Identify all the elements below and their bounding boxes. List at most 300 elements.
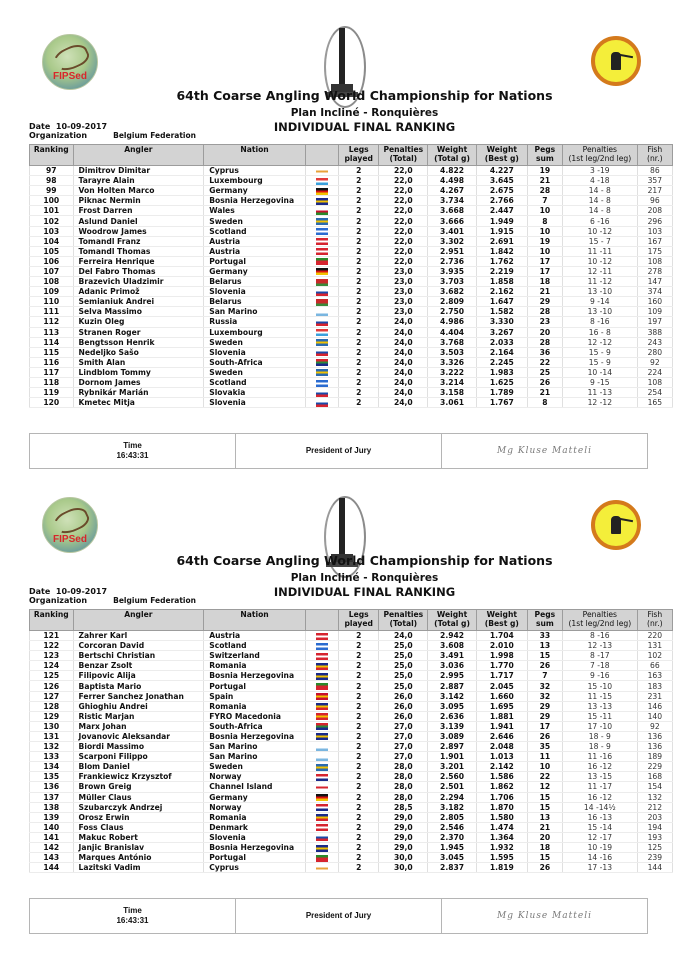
cell-nation: Spain — [204, 691, 306, 701]
cell-penalties-legs: 11 -17 — [562, 782, 637, 792]
cell-pegs-sum: 11 — [527, 752, 562, 762]
cell-angler: Blom Daniel — [73, 762, 204, 772]
cell-penalties-legs: 18 - 9 — [562, 742, 637, 752]
cell-flag — [305, 266, 338, 276]
cell-penalties-total: 22,0 — [379, 236, 428, 246]
cell-weight-total: 2.546 — [428, 822, 477, 832]
cell-penalties-total: 25,0 — [379, 671, 428, 681]
cell-nation: Slovenia — [204, 832, 306, 842]
cell-flag — [305, 752, 338, 762]
col-ranking: Ranking — [30, 610, 74, 631]
cell-nation: Austria — [204, 246, 306, 256]
cell-weight-best: 2.162 — [476, 287, 527, 297]
cell-angler: Ghioghiu Andrei — [73, 701, 204, 711]
table-row — [30, 246, 673, 256]
cell-weight-total: 2.809 — [428, 297, 477, 307]
table-header-row — [30, 145, 673, 166]
table-row — [30, 176, 673, 186]
cell-angler: Müller Claus — [73, 792, 204, 802]
cell-penalties-legs: 14 -14½ — [562, 802, 637, 812]
cell-weight-best: 1.704 — [476, 631, 527, 641]
cell-flag — [305, 711, 338, 721]
cell-flag — [305, 671, 338, 681]
cell-penalties-legs: 10 -12 — [562, 226, 637, 236]
cell-flag — [305, 651, 338, 661]
table-row — [30, 398, 673, 408]
cell-angler: Woodrow James — [73, 226, 204, 236]
cell-fish: 203 — [637, 812, 672, 822]
cell-weight-best: 2.219 — [476, 266, 527, 276]
cell-legs-played: 2 — [339, 812, 379, 822]
col-weight-best: Weight (Best g) — [476, 145, 527, 166]
flag-icon — [316, 309, 328, 316]
cell-penalties-total: 27,0 — [379, 752, 428, 762]
cell-weight-best: 1.767 — [476, 398, 527, 408]
col-angler: Angler — [73, 610, 204, 631]
col-weight-total: Weight (Total g) — [428, 610, 477, 631]
cell-pegs-sum: 17 — [527, 721, 562, 731]
cell-weight-total: 3.222 — [428, 367, 477, 377]
cell-flag — [305, 347, 338, 357]
cell-penalties-total: 22,0 — [379, 256, 428, 266]
cell-legs-played: 2 — [339, 651, 379, 661]
cell-penalties-total: 30,0 — [379, 863, 428, 873]
cell-fish: 102 — [637, 651, 672, 661]
cell-penalties-total: 28,0 — [379, 772, 428, 782]
cell-weight-best: 1.998 — [476, 651, 527, 661]
cell-legs-played: 2 — [339, 266, 379, 276]
cell-legs-played: 2 — [339, 377, 379, 387]
cell-weight-best: 1.595 — [476, 853, 527, 863]
table-row — [30, 762, 673, 772]
cell-fish: 163 — [637, 671, 672, 681]
cell-pegs-sum: 28 — [527, 307, 562, 317]
col-flag — [305, 145, 338, 166]
cell-ranking: 110 — [30, 297, 74, 307]
signature-cell — [442, 434, 647, 468]
cell-ranking: 124 — [30, 661, 74, 671]
cell-weight-total: 3.095 — [428, 701, 477, 711]
cell-penalties-total: 22,0 — [379, 176, 428, 186]
cell-legs-played: 2 — [339, 641, 379, 651]
flag-icon — [316, 754, 328, 761]
cell-weight-best: 1.695 — [476, 701, 527, 711]
cell-legs-played: 2 — [339, 256, 379, 266]
cell-nation: Sweden — [204, 762, 306, 772]
flag-icon — [316, 369, 328, 376]
cell-weight-total: 3.734 — [428, 196, 477, 206]
cell-ranking: 99 — [30, 186, 74, 196]
flag-icon — [316, 703, 328, 710]
cell-ranking: 107 — [30, 266, 74, 276]
cell-penalties-total: 27,0 — [379, 731, 428, 741]
cell-nation: Austria — [204, 236, 306, 246]
cell-nation: Denmark — [204, 822, 306, 832]
cell-penalties-total: 29,0 — [379, 812, 428, 822]
cell-legs-played: 2 — [339, 762, 379, 772]
cell-penalties-total: 27,0 — [379, 721, 428, 731]
table-row — [30, 367, 673, 377]
cell-penalties-total: 30,0 — [379, 853, 428, 863]
cell-nation: Germany — [204, 266, 306, 276]
cell-flag — [305, 792, 338, 802]
cell-penalties-total: 25,0 — [379, 661, 428, 671]
cell-penalties-total: 28,0 — [379, 762, 428, 772]
ranking-title: INDIVIDUAL FINAL RANKING — [273, 120, 456, 134]
flag-icon — [316, 673, 328, 680]
cell-weight-best: 2.045 — [476, 681, 527, 691]
table-row — [30, 671, 673, 681]
cell-weight-best: 1.915 — [476, 226, 527, 236]
flag-icon — [316, 279, 328, 286]
cell-penalties-total: 29,0 — [379, 842, 428, 852]
cell-angler: Brazevich Uladzimir — [73, 277, 204, 287]
cell-weight-total: 3.158 — [428, 388, 477, 398]
cell-weight-total: 2.897 — [428, 742, 477, 752]
cell-flag — [305, 832, 338, 842]
cell-angler: Lindblom Tommy — [73, 367, 204, 377]
cell-ranking: 118 — [30, 377, 74, 387]
cell-nation: South-Africa — [204, 357, 306, 367]
document-meta — [29, 122, 196, 140]
cell-weight-total: 2.370 — [428, 832, 477, 842]
cell-penalties-total: 24,0 — [379, 377, 428, 387]
cell-legs-played: 2 — [339, 802, 379, 812]
cell-legs-played: 2 — [339, 752, 379, 762]
venue-title: Plan Incliné - Ronquières — [290, 572, 439, 584]
cell-penalties-legs: 12 -13 — [562, 641, 637, 651]
cell-penalties-total: 25,0 — [379, 651, 428, 661]
cell-fish: 109 — [637, 307, 672, 317]
cell-legs-played: 2 — [339, 398, 379, 408]
table-row — [30, 377, 673, 387]
cell-fish: 388 — [637, 327, 672, 337]
cell-nation: Wales — [204, 206, 306, 216]
cell-fish: 136 — [637, 742, 672, 752]
cell-flag — [305, 731, 338, 741]
cell-legs-played: 2 — [339, 166, 379, 176]
cell-nation: Luxembourg — [204, 327, 306, 337]
cell-fish: 144 — [637, 863, 672, 873]
cell-nation: Scotland — [204, 226, 306, 236]
cell-nation: Belarus — [204, 297, 306, 307]
cell-fish: 154 — [637, 782, 672, 792]
cell-ranking: 126 — [30, 681, 74, 691]
cell-angler: Frankiewicz Krzysztof — [73, 772, 204, 782]
cell-weight-best: 1.580 — [476, 812, 527, 822]
championship-title: 64th Coarse Angling World Championship for Nations — [176, 553, 553, 568]
cell-weight-total: 4.404 — [428, 327, 477, 337]
cell-nation: Slovakia — [204, 388, 306, 398]
cell-weight-best: 4.227 — [476, 166, 527, 176]
col-fish: Fish (nr.) — [637, 145, 672, 166]
cell-penalties-total: 25,0 — [379, 681, 428, 691]
table-row — [30, 327, 673, 337]
cell-pegs-sum: 29 — [527, 297, 562, 307]
cell-nation: Cyprus — [204, 166, 306, 176]
flag-icon — [316, 683, 328, 690]
table-row — [30, 651, 673, 661]
cell-angler: Marx Johan — [73, 721, 204, 731]
cell-penalties-total: 28,5 — [379, 802, 428, 812]
cell-weight-total: 3.036 — [428, 661, 477, 671]
cell-ranking: 102 — [30, 216, 74, 226]
cell-angler: Nedeljko Sašo — [73, 347, 204, 357]
cell-legs-played: 2 — [339, 176, 379, 186]
flag-icon — [316, 723, 328, 730]
cell-fish: 296 — [637, 216, 672, 226]
cell-legs-played: 2 — [339, 206, 379, 216]
cell-nation: Austria — [204, 631, 306, 641]
cell-fish: 132 — [637, 792, 672, 802]
cell-angler: Frost Darren — [73, 206, 204, 216]
cell-legs-played: 2 — [339, 196, 379, 206]
cell-flag — [305, 802, 338, 812]
cell-fish: 86 — [637, 166, 672, 176]
cell-penalties-legs: 10 -12 — [562, 256, 637, 266]
cell-weight-best: 1.013 — [476, 752, 527, 762]
cell-weight-total: 3.608 — [428, 641, 477, 651]
table-row — [30, 256, 673, 266]
cell-flag — [305, 782, 338, 792]
cell-weight-best: 1.881 — [476, 711, 527, 721]
cell-penalties-legs: 13 -10 — [562, 307, 637, 317]
table-row — [30, 832, 673, 842]
cell-nation: Romania — [204, 812, 306, 822]
cell-weight-total: 2.837 — [428, 863, 477, 873]
col-flag — [305, 610, 338, 631]
cell-flag — [305, 277, 338, 287]
cell-weight-best: 3.645 — [476, 176, 527, 186]
cell-nation: Norway — [204, 772, 306, 782]
flag-icon — [316, 329, 328, 336]
cell-legs-played: 2 — [339, 307, 379, 317]
cell-penalties-legs: 13 -13 — [562, 701, 637, 711]
cell-pegs-sum: 32 — [527, 691, 562, 701]
cell-weight-total: 3.666 — [428, 216, 477, 226]
cell-ranking: 133 — [30, 752, 74, 762]
cell-weight-best: 1.660 — [476, 691, 527, 701]
cell-penalties-total: 23,0 — [379, 307, 428, 317]
col-weight-total: Weight (Total g) — [428, 145, 477, 166]
cell-angler: Aslund Daniel — [73, 216, 204, 226]
cell-weight-total: 3.201 — [428, 762, 477, 772]
cell-nation: Bosnia Herzegovina — [204, 731, 306, 741]
organization-value: Belgium Federation — [113, 131, 196, 140]
organization-label: Organization — [29, 596, 88, 605]
cell-fish: 189 — [637, 752, 672, 762]
flag-icon — [316, 268, 328, 275]
cell-nation: Belarus — [204, 277, 306, 287]
cell-penalties-total: 23,0 — [379, 277, 428, 287]
cell-penalties-legs: 9 -14 — [562, 297, 637, 307]
flag-icon — [316, 258, 328, 265]
cell-pegs-sum: 26 — [527, 863, 562, 873]
time-cell: Time 16:43:31 — [30, 899, 236, 933]
cell-weight-total: 2.995 — [428, 671, 477, 681]
cell-penalties-legs: 8 -16 — [562, 631, 637, 641]
cell-weight-best: 2.010 — [476, 641, 527, 651]
cell-fish: 136 — [637, 731, 672, 741]
cell-weight-best: 1.474 — [476, 822, 527, 832]
cell-legs-played: 2 — [339, 842, 379, 852]
cell-penalties-legs: 12 -11 — [562, 266, 637, 276]
cell-flag — [305, 367, 338, 377]
flag-icon — [316, 299, 328, 306]
cell-flag — [305, 762, 338, 772]
cell-angler: Szubarczyk Andrzej — [73, 802, 204, 812]
cell-pegs-sum: 15 — [527, 651, 562, 661]
cell-flag — [305, 641, 338, 651]
flag-icon — [316, 713, 328, 720]
cell-ranking: 120 — [30, 398, 74, 408]
cell-penalties-total: 23,0 — [379, 297, 428, 307]
cell-penalties-legs: 18 - 9 — [562, 731, 637, 741]
cell-legs-played: 2 — [339, 853, 379, 863]
flag-icon — [316, 319, 328, 326]
cell-nation: Bosnia Herzegovina — [204, 196, 306, 206]
table-row — [30, 641, 673, 651]
cell-nation: FYRO Macedonia — [204, 711, 306, 721]
cell-flag — [305, 357, 338, 367]
flag-icon — [316, 814, 328, 821]
cell-fish: 146 — [637, 701, 672, 711]
cell-penalties-total: 26,0 — [379, 711, 428, 721]
cell-penalties-legs: 16 -12 — [562, 762, 637, 772]
col-fish: Fish (nr.) — [637, 610, 672, 631]
table-row — [30, 842, 673, 852]
cell-weight-total: 3.142 — [428, 691, 477, 701]
cell-ranking: 101 — [30, 206, 74, 216]
col-penalties-total: Penalties (Total) — [379, 610, 428, 631]
cell-weight-best: 3.330 — [476, 317, 527, 327]
flag-icon — [316, 824, 328, 831]
cell-penalties-legs: 15 - 9 — [562, 357, 637, 367]
flag-icon — [316, 733, 328, 740]
cell-weight-total: 3.182 — [428, 802, 477, 812]
cell-weight-best: 2.691 — [476, 236, 527, 246]
flag-icon — [316, 845, 328, 852]
flag-icon — [316, 228, 328, 235]
cell-fish: 165 — [637, 398, 672, 408]
cell-angler: Von Holten Marco — [73, 186, 204, 196]
time-value: 16:43:31 — [116, 916, 149, 925]
cell-nation: Sweden — [204, 337, 306, 347]
cell-fish: 243 — [637, 337, 672, 347]
cell-flag — [305, 256, 338, 266]
cell-weight-best: 2.766 — [476, 196, 527, 206]
cell-legs-played: 2 — [339, 347, 379, 357]
table-row — [30, 721, 673, 731]
cell-pegs-sum: 13 — [527, 812, 562, 822]
cell-weight-total: 2.951 — [428, 246, 477, 256]
president-signature: Mg Kluse Matteli — [497, 911, 592, 921]
table-row — [30, 772, 673, 782]
cell-ranking: 130 — [30, 721, 74, 731]
table-row — [30, 166, 673, 176]
cell-penalties-legs: 13 -10 — [562, 287, 637, 297]
cell-fish: 66 — [637, 661, 672, 671]
ranking-table-body — [30, 166, 673, 408]
table-row — [30, 206, 673, 216]
cell-ranking: 134 — [30, 762, 74, 772]
championship-title: 64th Coarse Angling World Championship for Nations — [176, 88, 553, 103]
cell-flag — [305, 216, 338, 226]
flag-icon — [316, 188, 328, 195]
flag-icon — [316, 855, 328, 862]
cell-ranking: 115 — [30, 347, 74, 357]
cell-legs-played: 2 — [339, 681, 379, 691]
cell-ranking: 136 — [30, 782, 74, 792]
cell-weight-total: 3.491 — [428, 651, 477, 661]
cell-ranking: 125 — [30, 671, 74, 681]
cell-flag — [305, 388, 338, 398]
cell-fish: 194 — [637, 822, 672, 832]
cell-penalties-legs: 3 -19 — [562, 166, 637, 176]
cell-ranking: 140 — [30, 822, 74, 832]
flag-icon — [316, 834, 328, 841]
cell-fish: 125 — [637, 842, 672, 852]
fipsed-logo: FIPSed — [42, 497, 98, 553]
cell-pegs-sum: 35 — [527, 742, 562, 752]
cell-fish: 197 — [637, 317, 672, 327]
cell-penalties-total: 22,0 — [379, 166, 428, 176]
cell-weight-best: 2.675 — [476, 186, 527, 196]
document-meta — [29, 587, 196, 605]
cell-fish: 140 — [637, 711, 672, 721]
cell-penalties-legs: 13 -15 — [562, 772, 637, 782]
cell-pegs-sum: 32 — [527, 681, 562, 691]
table-row — [30, 337, 673, 347]
cell-penalties-total: 22,0 — [379, 226, 428, 236]
flag-icon — [316, 248, 328, 255]
table-row — [30, 752, 673, 762]
cell-flag — [305, 377, 338, 387]
cell-weight-best: 2.164 — [476, 347, 527, 357]
cell-weight-best: 2.447 — [476, 206, 527, 216]
col-ranking: Ranking — [30, 145, 74, 166]
table-row — [30, 742, 673, 752]
table-row — [30, 236, 673, 246]
cell-ranking: 138 — [30, 802, 74, 812]
flag-icon — [316, 168, 328, 175]
cell-fish: 103 — [637, 226, 672, 236]
cell-flag — [305, 631, 338, 641]
cell-angler: Smith Alan — [73, 357, 204, 367]
cell-angler: Scarponi Filippo — [73, 752, 204, 762]
cell-legs-played: 2 — [339, 297, 379, 307]
cell-penalties-legs: 16 -13 — [562, 812, 637, 822]
cell-flag — [305, 701, 338, 711]
cell-weight-best: 1.625 — [476, 377, 527, 387]
col-penalties-legs: Penalties (1st leg/2nd leg) — [562, 145, 637, 166]
cell-weight-best: 1.586 — [476, 772, 527, 782]
cell-pegs-sum: 28 — [527, 337, 562, 347]
cell-weight-total: 3.668 — [428, 206, 477, 216]
cell-angler: Baptista Mario — [73, 681, 204, 691]
table-row — [30, 388, 673, 398]
cell-legs-played: 2 — [339, 863, 379, 873]
cell-fish: 96 — [637, 196, 672, 206]
cell-pegs-sum: 33 — [527, 631, 562, 641]
cell-flag — [305, 842, 338, 852]
flag-icon — [316, 663, 328, 670]
flag-icon — [316, 380, 328, 387]
cell-weight-total: 4.822 — [428, 166, 477, 176]
cell-legs-played: 2 — [339, 671, 379, 681]
cell-nation: San Marino — [204, 307, 306, 317]
cell-ranking: 139 — [30, 812, 74, 822]
